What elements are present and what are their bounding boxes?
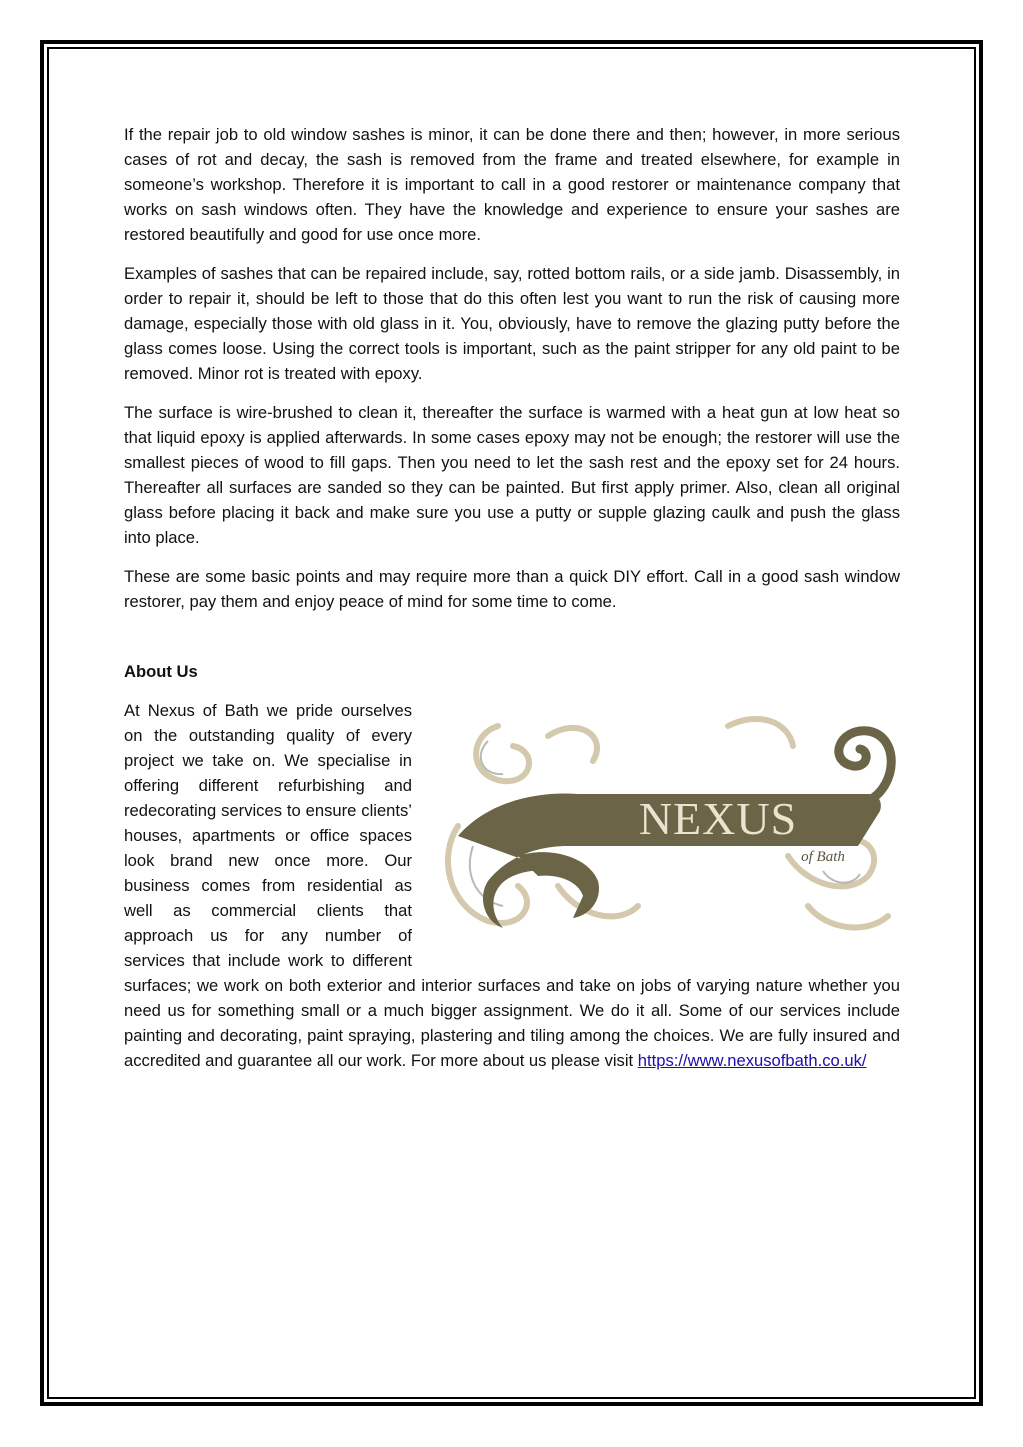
nexus-logo bbox=[428, 706, 908, 944]
website-link[interactable]: https://www.nexusofbath.co.uk/ bbox=[637, 1051, 867, 1070]
logo-name: NEXUS bbox=[638, 793, 798, 844]
document-body bbox=[124, 122, 900, 1087]
paragraph-2: Examples of sashes that can be repaired include, say, rotted bottom rails, or a side jamb. Disassembly, in order to repair it, should be left to those that do this often lest you want to run the risk of causing more damage, especially those with old glass in it. You, obviously, have to remove the glazing putty before the glass comes loose. Using the correct tools is important, such as the paint stripper for any old paint to be removed. Minor rot is treated with epoxy. bbox=[124, 264, 900, 383]
about-heading: About Us bbox=[124, 662, 198, 681]
about-body: At Nexus of Bath we pride ourselves on the outstanding quality of every project we take on. We specialise in offering different refurbishing and redecorating services to ensure clients’ houses, apartments or office spaces look brand new once more. Our business comes from residential as well as commercial clients that approach us for any number of services that include work to different surfaces; we work on both exterior and interior surfaces and take on jobs of varying nature whether you need us for something small or a much bigger assignment. We do it all. Some of our services include painting and decorating, paint spraying, plastering and tiling among the choices. We are fully insured and accredited and guarantee all our work. For more about us please visit bbox=[124, 701, 900, 1070]
paragraph-4: These are some basic points and may require more than a quick DIY effort. Call in a good sash window restorer, pay them and enjoy peace of mind for some time to come. bbox=[124, 567, 900, 611]
paragraph-1: If the repair job to old window sashes is minor, it can be done there and then; however, in more serious cases of rot and decay, the sash is removed from the frame and treated elsewhere, for example in someone’s workshop. Therefore it is important to call in a good restorer or maintenance company that works on sash windows often. They have the knowledge and experience to ensure your sashes are restored beautifully and good for use once more. bbox=[124, 125, 900, 244]
logo-tagline: of Bath bbox=[801, 849, 845, 865]
paragraph-3: The surface is wire-brushed to clean it, thereafter the surface is warmed with a heat gun at low heat so that liquid epoxy is applied afterwards. In some cases epoxy may not be enough; the restorer will use the smallest pieces of wood to fill gaps. Then you need to let the sash rest and the epoxy set for 24 hours. Thereafter all surfaces are sanded so they can be painted. But first apply primer. Also, clean all original glass before placing it back and make sure you use a putty or supple glazing caulk and push the glass into place. bbox=[124, 403, 900, 547]
